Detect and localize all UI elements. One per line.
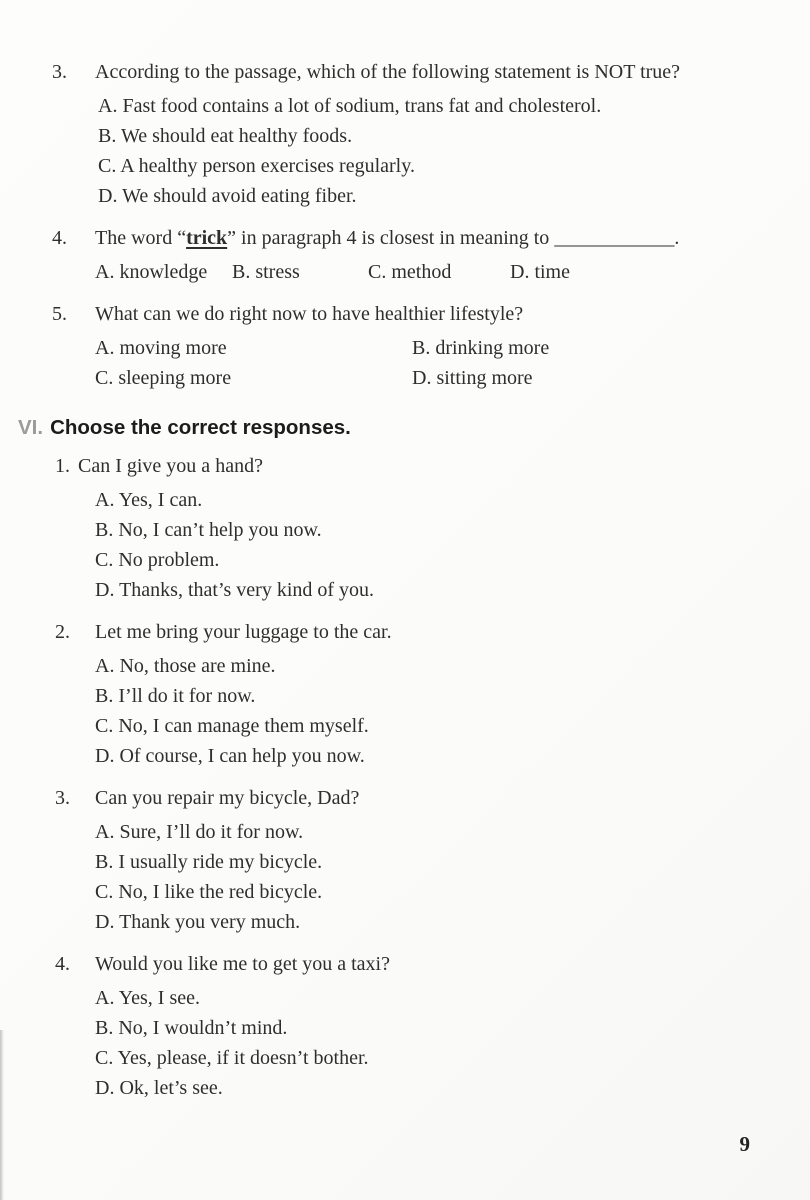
question-number: 1. — [55, 455, 70, 477]
page-content — [0, 57, 810, 1115]
option-d: D. Thanks, that’s very kind of you. — [95, 579, 375, 601]
question-text: What can we do right now to have healthier lifestyle? — [95, 303, 524, 325]
question-vi3 — [0, 783, 810, 937]
question-text: Let me bring your luggage to the car. — [95, 621, 392, 643]
question-text-before: The word “ — [95, 227, 187, 249]
section-title: Choose the correct responses. — [50, 416, 351, 439]
question-line — [0, 783, 810, 813]
option-b: B. No, I wouldn’t mind. — [95, 1017, 288, 1039]
option-c: C. A healthy person exercises regularly. — [98, 155, 415, 177]
question-number: 3. — [52, 61, 67, 83]
section-numeral: VI. — [18, 416, 44, 439]
question-vi2 — [0, 617, 810, 771]
question-line — [0, 451, 810, 481]
question-v5 — [0, 299, 810, 393]
option-grid — [95, 333, 810, 393]
option-d: D. Of course, I can help you now. — [95, 745, 365, 767]
option-b: B. drinking more — [412, 337, 550, 359]
option-d: D. time — [510, 261, 570, 283]
question-text — [95, 227, 679, 249]
section-header — [18, 413, 810, 443]
question-text: According to the passage, which of the following statement is NOT true? — [95, 61, 681, 83]
option-c: C. method — [368, 261, 452, 283]
option-a: A. knowledge — [95, 261, 208, 283]
question-text: Would you like me to get you a taxi? — [95, 953, 390, 975]
section-correct-responses — [0, 451, 810, 1103]
question-number: 4. — [52, 227, 67, 249]
option-b: B. stress — [232, 261, 300, 283]
question-text-after: ” in paragraph 4 is closest in meaning to — [227, 227, 555, 249]
page-number: 9 — [739, 1132, 750, 1156]
option-a: A. moving more — [95, 337, 227, 359]
option-d: D. Ok, let’s see. — [95, 1077, 223, 1099]
option-list — [95, 651, 810, 771]
option-list — [98, 91, 810, 211]
question-text: Can I give you a hand? — [78, 455, 263, 477]
option-c: C. Yes, please, if it doesn’t bother. — [95, 1047, 369, 1069]
question-vi4 — [0, 949, 810, 1103]
option-c: C. No problem. — [95, 549, 220, 571]
section-reading-questions — [0, 57, 810, 393]
option-b: B. I usually ride my bicycle. — [95, 851, 323, 873]
question-text: Can you repair my bicycle, Dad? — [95, 787, 360, 809]
keyword-trick: trick — [186, 227, 228, 249]
option-list — [95, 983, 810, 1103]
option-d: D. We should avoid eating fiber. — [98, 185, 357, 207]
question-line — [0, 223, 810, 253]
question-line — [0, 57, 810, 87]
option-d: D. Thank you very much. — [95, 911, 301, 933]
option-a: A. Yes, I can. — [95, 489, 203, 511]
option-a: A. Yes, I see. — [95, 987, 200, 1009]
option-b: B. We should eat healthy foods. — [98, 125, 353, 147]
option-c: C. No, I can manage them myself. — [95, 715, 369, 737]
question-number: 2. — [55, 621, 70, 643]
option-row — [95, 257, 810, 287]
question-text-end: . — [674, 227, 680, 249]
option-list — [95, 485, 810, 605]
option-c: C. No, I like the red bicycle. — [95, 881, 323, 903]
option-b: B. No, I can’t help you now. — [95, 519, 322, 541]
question-line — [0, 617, 810, 647]
scan-edge-shadow — [0, 1030, 4, 1200]
question-vi1 — [0, 451, 810, 605]
option-c: C. sleeping more — [95, 367, 232, 389]
question-v3 — [0, 57, 810, 211]
option-b: B. I’ll do it for now. — [95, 685, 256, 707]
option-a: A. No, those are mine. — [95, 655, 276, 677]
option-d: D. sitting more — [412, 367, 533, 389]
question-line — [0, 299, 810, 329]
question-line — [0, 949, 810, 979]
option-a: A. Sure, I’ll do it for now. — [95, 821, 304, 843]
fill-blank-line: ____________ — [554, 227, 675, 249]
question-number: 4. — [55, 953, 70, 975]
question-number: 3. — [55, 787, 70, 809]
option-a: A. Fast food contains a lot of sodium, trans fat and cholesterol. — [98, 95, 602, 117]
question-number: 5. — [52, 303, 67, 325]
option-list — [95, 817, 810, 937]
question-v4 — [0, 223, 810, 287]
